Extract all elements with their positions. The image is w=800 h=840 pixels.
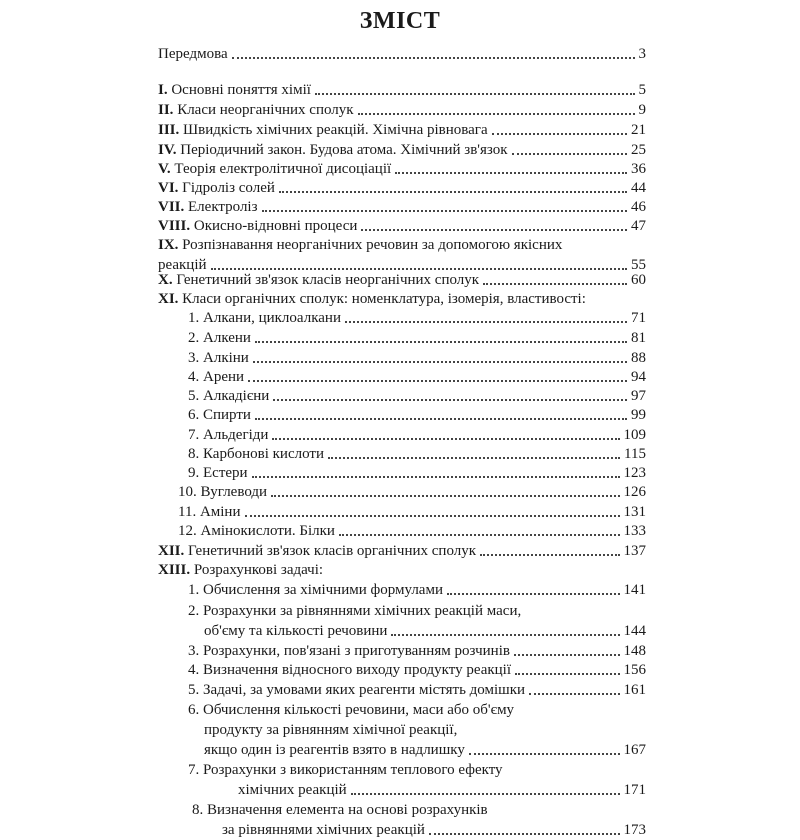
page-number: 55 — [631, 257, 646, 273]
page-number: 144 — [623, 623, 646, 639]
toc-entry — [158, 386, 646, 406]
entry-title: Електроліз — [188, 199, 258, 215]
leader-dots — [232, 57, 635, 59]
entry-title: 12. Амінокислоти. Білки — [178, 523, 335, 539]
section-number: XI. — [158, 291, 183, 307]
toc-entry — [158, 328, 646, 348]
leader-dots — [262, 210, 627, 212]
section-number: XII. — [158, 543, 189, 559]
leader-dots — [361, 229, 627, 231]
leader-dots — [248, 380, 627, 382]
toc-entry — [158, 348, 646, 368]
page-number: 36 — [631, 161, 646, 177]
page-title: ЗМІСТ — [359, 8, 441, 34]
leader-dots — [515, 673, 619, 675]
toc-entry — [158, 700, 646, 760]
entry-title: 7. Альдегіди — [188, 427, 269, 443]
entry-title: 3. Алкіни — [188, 350, 249, 366]
entry-title: 8. Визначення елемента на основі розрахунків — [192, 802, 488, 818]
page-number: 5 — [638, 82, 646, 98]
section-number: VII. — [158, 199, 189, 215]
toc-entry — [158, 601, 646, 641]
page-number: 123 — [623, 465, 646, 481]
toc-entry — [158, 425, 646, 445]
entry-title: 6. Спирти — [188, 407, 251, 423]
leader-dots — [514, 654, 620, 656]
entry-title: 10. Вуглеводи — [178, 484, 268, 500]
leader-dots — [253, 361, 627, 363]
entry-title: Класи неорганічних сполук — [177, 102, 354, 118]
toc-entry — [158, 235, 646, 275]
toc-entry — [158, 308, 646, 328]
entry-title: 11. Аміни — [178, 504, 241, 520]
entry-title: Теорія електролітичної дисоціації — [174, 161, 392, 177]
leader-dots — [492, 133, 627, 135]
toc-entry — [158, 80, 646, 100]
page-number: 148 — [623, 643, 646, 659]
toc-entry — [158, 289, 646, 309]
toc-entry — [158, 463, 646, 483]
toc-entry — [158, 760, 646, 800]
toc-entry — [158, 197, 646, 217]
page-number: 46 — [631, 199, 646, 215]
entry-title: хімічних реакцій — [238, 782, 347, 798]
section-number: II. — [158, 102, 178, 118]
page-number: 115 — [624, 446, 646, 462]
entry-title: 8. Карбонові кислоти — [188, 446, 324, 462]
leader-dots — [252, 476, 620, 478]
entry-title: Гідроліз солей — [182, 180, 275, 196]
toc-entry — [158, 270, 646, 290]
entry-title: Періодичний закон. Будова атома. Хімічний зв'язок — [180, 142, 508, 158]
entry-title: Генетичний зв'язок класів органічних сполук — [188, 543, 477, 559]
leader-dots — [345, 321, 627, 323]
section-number: I. — [158, 82, 172, 98]
toc-entry — [158, 482, 646, 502]
section-number: X. — [158, 272, 177, 288]
entry-title: Основні поняття хімії — [171, 82, 311, 98]
entry-title: 3. Розрахунки, пов'язані з приготуванням розчинів — [188, 643, 510, 659]
page-number: 156 — [623, 662, 646, 678]
page-number: 137 — [623, 543, 646, 559]
leader-dots — [273, 399, 627, 401]
toc-entry — [158, 680, 646, 700]
entry-title: 9. Естери — [188, 465, 248, 481]
entry-title: 1. Обчислення за хімічними формулами — [188, 582, 443, 598]
toc-entry — [158, 521, 646, 541]
entry-title: якщо один із реагентів взято в надлишку — [204, 742, 465, 758]
page-number: 131 — [623, 504, 646, 520]
entry-title: Окисно-відновні процеси — [193, 218, 358, 234]
entry-title: Класи органічних сполук: номенклатура, ізомерія, властивості: — [182, 291, 586, 307]
page-number: 21 — [631, 122, 646, 138]
page-number: 171 — [623, 782, 646, 798]
toc-entry — [158, 216, 646, 236]
page-number: 25 — [631, 142, 646, 158]
page-number: 88 — [631, 350, 646, 366]
section-number: V. — [158, 161, 175, 177]
toc-entry — [158, 405, 646, 425]
entry-title: 1. Алкани, циклоалкани — [188, 310, 341, 326]
entry-title: 6. Обчислення кількості речовини, маси або об'єму — [188, 702, 515, 718]
entry-title: 4. Арени — [188, 369, 245, 385]
section-number: III. — [158, 122, 184, 138]
entry-title: Швидкість хімічних реакцій. Хімічна рівновага — [183, 122, 488, 138]
leader-dots — [255, 341, 627, 343]
leader-dots — [447, 593, 620, 595]
toc-entry — [158, 44, 646, 64]
page-number: 133 — [623, 523, 646, 539]
entry-title: 5. Алкадієни — [188, 388, 270, 404]
leader-dots — [339, 534, 620, 536]
leader-dots — [469, 753, 620, 755]
section-number: VI. — [158, 180, 183, 196]
entry-title: Розрахункові задачі: — [193, 562, 324, 578]
toc-entry — [158, 641, 646, 661]
entry-title: за рівняннями хімічних реакцій — [222, 822, 425, 838]
entry-title: Розпізнавання неорганічних речовин за допомогою якісних — [182, 237, 563, 253]
entry-title: об'єму та кількості речовини — [204, 623, 388, 639]
page-number: 173 — [623, 822, 646, 838]
section-number: IX. — [158, 237, 183, 253]
page-number: 71 — [631, 310, 646, 326]
toc-entry — [158, 159, 646, 179]
leader-dots — [351, 793, 620, 795]
page-number: 81 — [631, 330, 646, 346]
entry-title: Генетичний зв'язок класів неорганічних сполук — [176, 272, 480, 288]
leader-dots — [279, 191, 627, 193]
entry-title: реакцій — [158, 257, 207, 273]
leader-dots — [315, 93, 635, 95]
leader-dots — [483, 283, 627, 285]
leader-dots — [272, 438, 619, 440]
page-number: 161 — [623, 682, 646, 698]
toc-entry — [158, 178, 646, 198]
leader-dots — [429, 833, 620, 835]
toc-entry — [158, 502, 646, 522]
entry-title: 4. Визначення відносного виходу продукту реакції — [188, 662, 512, 678]
entry-title: 5. Задачі, за умовами яких реагенти містять домішки — [188, 682, 526, 698]
leader-dots — [271, 495, 619, 497]
toc-entry — [158, 100, 646, 120]
leader-dots — [391, 634, 619, 636]
entry-title: Передмова — [158, 46, 228, 62]
page-number: 3 — [638, 46, 646, 62]
leader-dots — [512, 153, 627, 155]
leader-dots — [245, 515, 620, 517]
leader-dots — [480, 554, 619, 556]
page-number: 99 — [631, 407, 646, 423]
section-number: IV. — [158, 142, 181, 158]
leader-dots — [529, 693, 619, 695]
toc-entry — [158, 560, 646, 580]
leader-dots — [358, 113, 635, 115]
entry-title: продукту за рівнянням хімічної реакції, — [204, 722, 458, 738]
page-number: 126 — [623, 484, 646, 500]
page-number: 9 — [638, 102, 646, 118]
leader-dots — [328, 457, 620, 459]
section-number: XIII. — [158, 562, 194, 578]
toc-entry — [158, 541, 646, 561]
entry-title: 2. Алкени — [188, 330, 251, 346]
page-number: 60 — [631, 272, 646, 288]
entry-title: 2. Розрахунки за рівняннями хімічних реакцій маси, — [188, 603, 522, 619]
page-number: 44 — [631, 180, 646, 196]
section-number: VIII. — [158, 218, 194, 234]
toc-entry — [158, 140, 646, 160]
page-number: 97 — [631, 388, 646, 404]
page-number: 94 — [631, 369, 646, 385]
toc-entry — [158, 800, 646, 840]
toc-entry — [158, 580, 646, 600]
page-number: 47 — [631, 218, 646, 234]
toc-entry — [158, 120, 646, 140]
entry-title: 7. Розрахунки з використанням теплового ефекту — [188, 762, 503, 778]
toc-entry — [158, 660, 646, 680]
toc-entry — [158, 367, 646, 387]
toc-entry — [158, 444, 646, 464]
page-number: 109 — [623, 427, 646, 443]
leader-dots — [255, 418, 627, 420]
page-number: 167 — [623, 742, 646, 758]
page-number: 141 — [623, 582, 646, 598]
leader-dots — [395, 172, 627, 174]
